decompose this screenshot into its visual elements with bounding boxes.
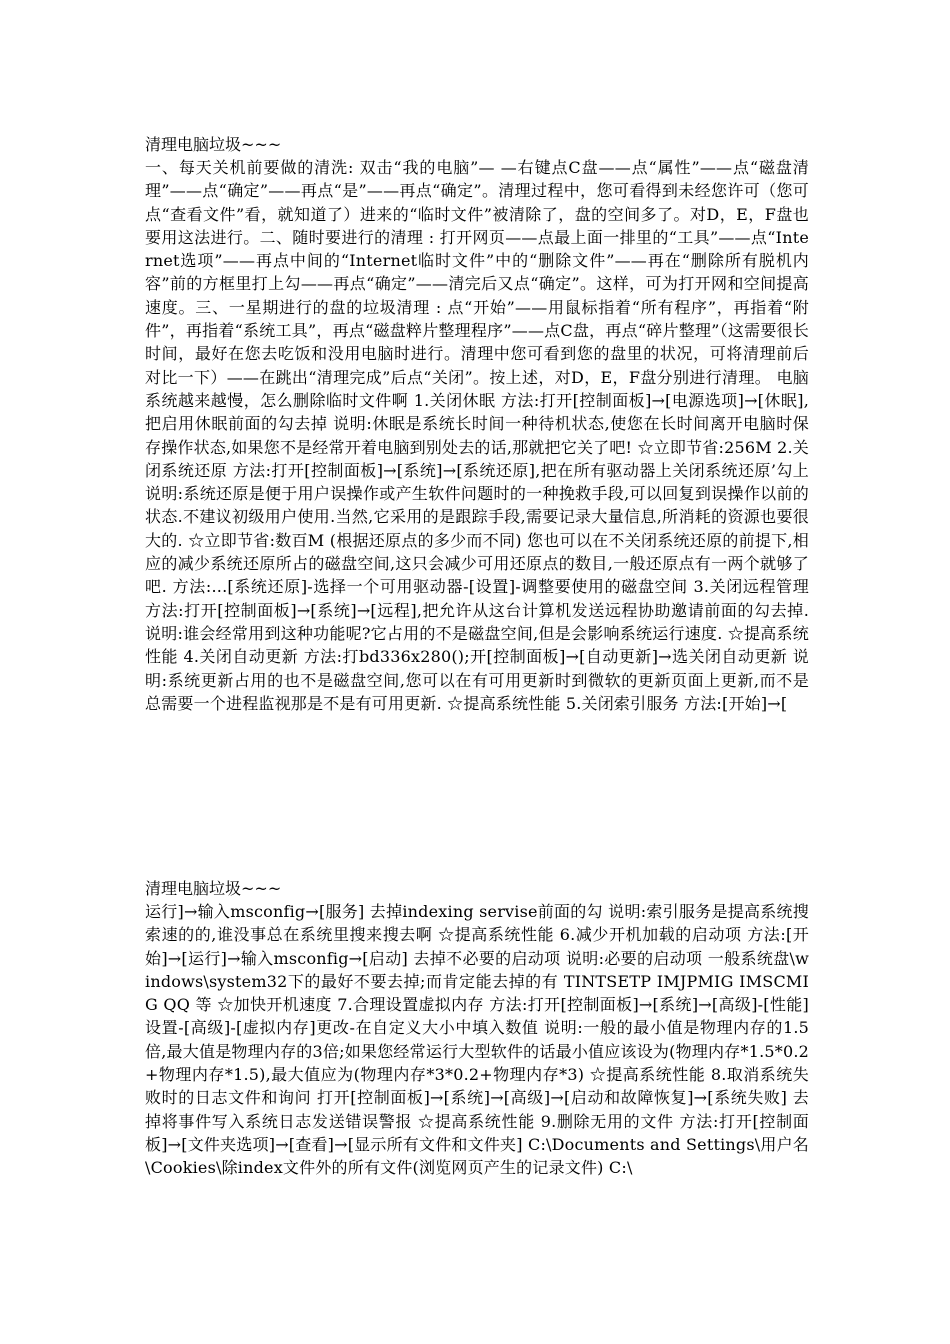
document-section: [145, 878, 809, 1180]
section-title: 清理电脑垃圾~~~: [145, 135, 282, 154]
document-section: [145, 134, 809, 715]
section-body-text: 一、每天关机前要做的清洗: 双击“我的电脑”— —右键点C盘——点“属性”——点“磁盘清理”——点“确定”——再点“是”——再点“确定”。清理过程中，您可看得到未经您许可（您可点“查看文件”看，就知道了）进来的“临时文件”被清除了，盘的空间多了。对D，E，F盘也要用这法进行。二、随时要进行的清理 : 打开网页——点最上面一排里的“工具”——点“Internet选项”——再点中间的“Internet临时文件”中的“删除文件”——再在“删除所有脱机内容”前的方框里打上勾——再点“确定”——清完后又点“确定”。这样，可为打开网和空间提高速度。三、一星期进行的盘的垃圾清理 : 点“开始”——用鼠标指着“所有程序”，再指着“附件”，再指着“系统工具”，再点“磁盘粹片整理程序”——点C盘，再点“碎片整理”（这需要很长时间，最好在您去吃饭和没用电脑时进行。清理中您可看到您的盘里的状况，可将清理前后对比一下）——在跳出“清理完成”后点“关闭”。按上述，对D，E，F盘分别进行清理。 电脑系统越来越慢，怎么删除临时文件啊 1.关闭休眠 方法:打开[控制面板]→[电源选项]→[休眠],把启用休眠前面的勾去掉 说明:休眠是系统长时间一种待机状态,使您在长时间离开电脑时保存操作状态,如果您不是经常开着电脑到别处去的话,那就把它关了吧! ☆立即节省:256M 2.关闭系统还原 方法:打开[控制面板]→[系统]→[系统还原],把在所有驱动器上关闭系统还原’勾上 说明:系统还原是便于用户误操作或产生软件问题时的一种挽救手段,可以回复到误操作以前的状态.不建议初级用户使用.当然,它采用的是跟踪手段,需要记录大量信息,所消耗的资源也要很大的. ☆立即节省:数百M (根据还原点的多少而不同) 您也可以在不关闭系统还原的前提下,相应的减少系统还原所占的磁盘空间,这只会减少可用还原点的数目,一般还原点有一两个就够了吧. 方法:...[系统还原]-选择一个可用驱动器-[设置]-调整要使用的磁盘空间 3.关闭远程管理 方法:打开[控制面板]→[系统]→[远程],把允许从这台计算机发送远程协助邀请前面的勾去掉. 说明:谁会经常用到这种功能呢?它占用的不是磁盘空间,但是会影响系统运行速度. ☆提高系统性能 4.关闭自动更新 方法:打bd336x280();开[控制面板]→[自动更新]→选关闭自动更新 说明:系统更新占用的也不是磁盘空间,您可以在有可用更新时到微软的更新页面上更新,而不是总需要一个进程监视那是不是有可用更新. ☆提高系统性能 5.关闭索引服务 方法:[开始]→[: [145, 158, 809, 713]
section-title: 清理电脑垃圾~~~: [145, 879, 282, 898]
section-body-text: 运行]→输入msconfig→[服务] 去掉indexing servise前面的勾 说明:索引服务是提高系统搜索速的的,谁没事总在系统里搜来搜去啊 ☆提高系统性能 6.减少开机加载的启动项 方法:[开始]→[运行]→输入msconfig→[启动] 去掉不必要的启动项 说明:必要的启动项 一般系统盘\windows\system32下的最好不要去掉;而肯定能去掉的有 TINTSETP IMJPMIG IMSCMIG QQ 等 ☆加快开机速度 7.合理设置虚拟内存 方法:打开[控制面板]→[系统]→[高级]-[性能]设置-[高级]-[虚拟内存]更改-在自定义大小中填入数值 说明:一般的最小值是物理内存的1.5倍,最大值是物理内存的3倍;如果您经常运行大型软件的话最小值应该设为(物理内存*1.5*0.2+物理内存*1.5),最大值应为(物理内存*3*0.2+物理内存*3) ☆提高系统性能 8.取消系统失败时的日志文件和询问 打开[控制面板]→[系统]→[高级]→[启动和故障恢复]→[系统失败] 去掉将事件写入系统日志发送错误警报 ☆提高系统性能 9.删除无用的文件 方法:打开[控制面板]→[文件夹选项]→[查看]→[显示所有文件和文件夹] C:\Documents and Settings\用户名\Cookies\除index文件外的所有文件(浏览网页产生的记录文件) C:\: [145, 902, 809, 1178]
